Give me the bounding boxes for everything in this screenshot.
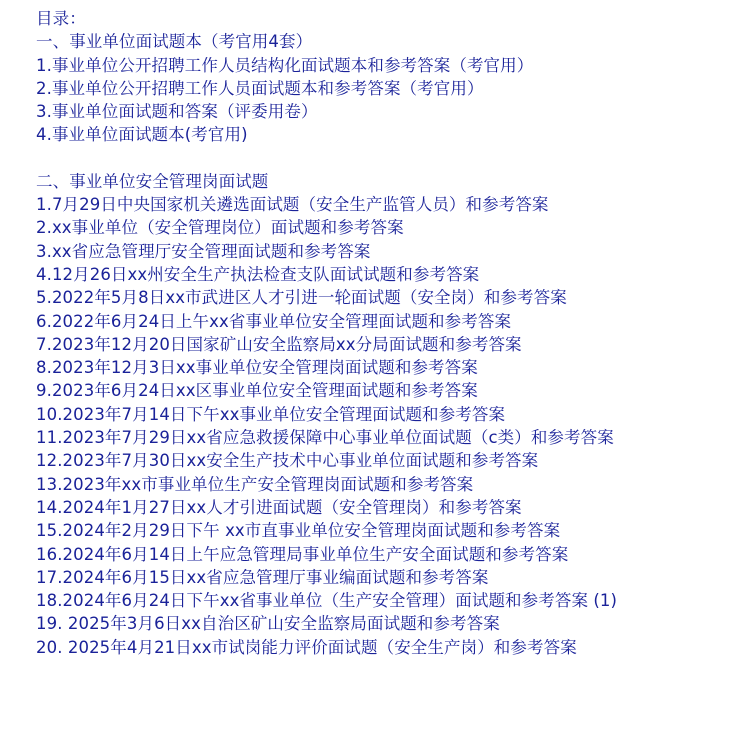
section-2-item: 4.12月26日xx州安全生产执法检查支队面试试题和参考答案 [36,264,480,284]
section-2-title: 二、事业单位安全管理岗面试题 [36,171,269,191]
toc-heading: 目录： [36,9,86,28]
section-2-item: 2.xx事业单位（安全管理岗位）面试题和参考答案 [36,218,404,238]
section-1-item: 1.事业单位公开招聘工作人员结构化面试题本和参考答案（考官用） [36,55,534,75]
section-2-item: 13.2023年xx市事业单位生产安全管理岗面试题和参考答案 [36,474,474,494]
section-2-item: 5.2022年5月8日xx市武进区人才引进一轮面试题（安全岗）和参考答案 [36,288,567,308]
section-2-item: 18.2024年6月24日下午xx省事业单位（生产安全管理）面试题和参考答案 (1) [36,591,618,611]
section-1-item: 3.事业单位面试题和答案（评委用卷） [36,102,318,122]
section-2-item: 1.7月29日中央国家机关遴选面试题（安全生产监管人员）和参考答案 [36,195,549,215]
section-1-item: 2.事业单位公开招聘工作人员面试题本和参考答案（考官用） [36,78,484,98]
section-2-item: 14.2024年1月27日xx人才引进面试题（安全管理岗）和参考答案 [36,497,522,517]
section-1-title: 一、事业单位面试题本（考官用4套） [36,32,313,52]
section-2-item: 8.2023年12月3日xx事业单位安全管理岗面试题和参考答案 [36,358,478,378]
section-2-item: 3.xx省应急管理厅安全管理面试题和参考答案 [36,241,371,261]
section-1-item: 4.事业单位面试题本(考官用) [36,125,248,145]
section-2-item: 6.2022年6月24日上午xx省事业单位安全管理面试题和参考答案 [36,311,512,331]
section-2-item: 17.2024年6月15日xx省应急管理厅事业编面试题和参考答案 [36,567,489,587]
section-2-item: 19. 2025年3月6日xx自治区矿山安全监察局面试题和参考答案 [36,614,500,634]
section-2-item: 9.2023年6月24日xx区事业单位安全管理面试题和参考答案 [36,381,478,401]
section-2-item: 11.2023年7月29日xx省应急救援保障中心事业单位面试题（c类）和参考答案 [36,428,614,448]
section-2-item: 7.2023年12月20日国家矿山安全监察局xx分局面试题和参考答案 [36,334,522,354]
section-2-item: 15.2024年2月29日下午 xx市直事业单位安全管理岗面试题和参考答案 [36,521,561,541]
section-2-item: 16.2024年6月14日上午应急管理局事业单位生产安全面试题和参考答案 [36,544,569,564]
section-2-item: 10.2023年7月14日下午xx事业单位安全管理面试题和参考答案 [36,404,506,424]
section-2-item: 12.2023年7月30日xx安全生产技术中心事业单位面试题和参考答案 [36,451,539,471]
section-2-item: 20. 2025年4月21日xx市试岗能力评价面试题（安全生产岗）和参考答案 [36,637,577,657]
section-spacer [36,147,750,170]
